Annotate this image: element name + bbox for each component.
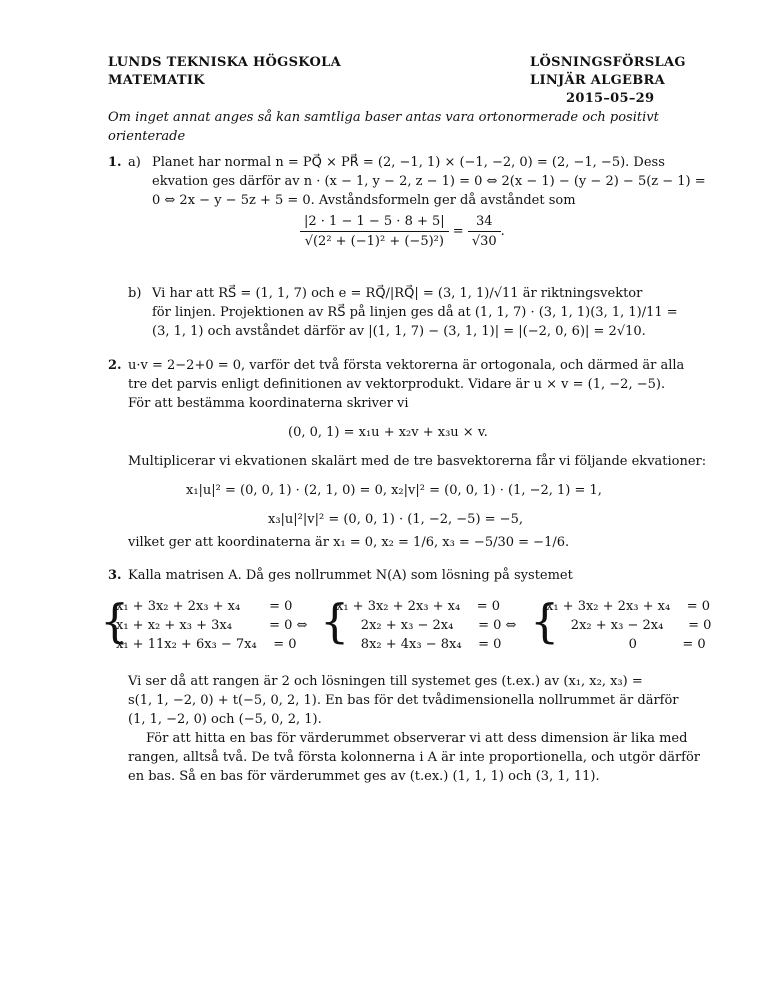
distance-numerator: |2 · 1 − 1 − 5 · 8 + 5|: [300, 212, 449, 232]
system1: [116, 597, 307, 654]
problem-3-line4: (1, 1, −2, 0) och (−5, 0, 2, 1).: [128, 712, 322, 727]
problem-2-line5: vilket ger att koordinaterna är x₁ = 0, x₂ = 1/6, x₃ = −5/30 = −1/6.: [128, 535, 570, 550]
problem-3-line6: rangen, alltså två. De två första kolonnerna i A är inte proportionella, och utgör därför: [128, 750, 701, 765]
problem-1a-line2: ekvation ges därför av n · (x − 1, y − 2, z − 1) = 0 ⇔ 2(x − 1) − (y − 2) − 5(z − 1) =: [152, 174, 706, 189]
system3-row3: 0 = 0: [546, 637, 706, 652]
problem-2-equation1: (0, 0, 1) = x₁u + x₂v + x₃u × v.: [288, 425, 488, 440]
result-numerator: 34: [468, 212, 501, 232]
distance-fraction: [300, 212, 449, 251]
equals-sign: =: [452, 224, 464, 239]
problem-1b-line2: för linjen. Projektionen av RS⃗ på linjen ges då at (1, 1, 7) · (3, 1, 1)(3, 1, 1)/11 =: [152, 305, 678, 320]
problem-1b-line1: Vi har att RS⃗ = (1, 1, 7) och e = RQ⃗/|RQ⃗| = (3, 1, 1)/√11 är riktningsvektor: [152, 286, 643, 301]
problem-2-line2: tre det parvis enligt definitionen av vektorprodukt. Vidare är u × v = (1, −2, −5).: [128, 377, 666, 392]
problem-2-number: 2.: [108, 358, 122, 373]
problem-1-number: 1.: [108, 155, 122, 170]
problem-2-line3: För att bestämma koordinaterna skriver vi: [128, 396, 409, 411]
system3-brace: {: [530, 594, 560, 648]
problem-1a-line1: Planet har normal n = PQ⃗ × PR⃗ = (2, −1, 1) × (−1, −2, 0) = (2, −1, −5). Dess: [152, 155, 665, 170]
distance-formula: [300, 212, 505, 251]
header-course: LINJÄR ALGEBRA: [530, 73, 665, 88]
problem-1a-label: a): [128, 155, 141, 170]
system1-row2: x₁ + x₂ + x₃ + 3x₄ = 0 ⇔: [116, 618, 308, 633]
system3-row1: x₁ + 3x₂ + 2x₃ + x₄ = 0: [546, 599, 711, 614]
problem-3-line3: s(1, 1, −2, 0) + t(−5, 0, 2, 1). En bas för det tvådimensionella nollrummet är därför: [128, 693, 679, 708]
system1-row1: x₁ + 3x₂ + 2x₃ + x₄ = 0: [116, 599, 293, 614]
system2-row3: 8x₂ + 4x₃ − 8x₄ = 0: [336, 637, 502, 652]
period: .: [500, 224, 505, 239]
problem-3-line2: Vi ser då att rangen är 2 och lösningen till systemet ges (t.ex.) av (x₁, x₂, x₃) =: [128, 674, 643, 689]
problem-2-equation2: x₁|u|² = (0, 0, 1) · (2, 1, 0) = 0, x₂|v|² = (0, 0, 1) · (1, −2, 1) = 1,: [186, 483, 602, 498]
problem-2-equation3: x₃|u|²|v|² = (0, 0, 1) · (1, −2, −5) = −5,: [268, 512, 523, 527]
system1-row3: x₁ + 11x₂ + 6x₃ − 7x₄ = 0: [116, 637, 297, 652]
system2-row1: x₁ + 3x₂ + 2x₃ + x₄ = 0: [336, 599, 501, 614]
system2-brace: {: [320, 594, 350, 648]
distance-denominator: √(2² + (−1)² + (−5)²): [304, 234, 444, 249]
system1-brace: {: [100, 594, 130, 648]
problem-3-line7: en bas. Så en bas för värderummet ges av (t.ex.) (1, 1, 1) och (3, 1, 11).: [128, 769, 600, 784]
problem-1b-label: b): [128, 286, 142, 301]
intro-note: Om inget annat anges så kan samtliga baser antas vara ortonormerade och positivt orienterade: [108, 110, 659, 144]
problem-2-line1: u·v = 2−2+0 = 0, varför det två första vektorerna är ortogonala, och därmed är alla: [128, 358, 685, 373]
problem-2-line4: Multiplicerar vi ekvationen skalärt med de tre basvektorerna får vi följande ekvationer:: [128, 454, 707, 469]
header-doc-type: LÖSNINGSFÖRSLAG: [530, 55, 686, 70]
header-date: 2015–05–29: [566, 91, 655, 106]
header-university: LUNDS TEKNISKA HÖGSKOLA: [108, 55, 341, 70]
system3: [546, 597, 711, 654]
problem-1b-line3: (3, 1, 1) och avståndet därför av |(1, 1, 7) − (3, 1, 1)| = |(−2, 0, 6)| = 2√10.: [152, 324, 646, 339]
problem-3-line1: Kalla matrisen A. Då ges nollrummet N(A) som lösning på systemet: [128, 568, 573, 583]
problem-1a-line3: 0 ⇔ 2x − y − 5z + 5 = 0. Avståndsformeln ger då avståndet som: [152, 193, 576, 208]
result-fraction: [468, 212, 501, 251]
problem-3-number: 3.: [108, 568, 122, 583]
system3-row2: 2x₂ + x₃ − 2x₄ = 0: [546, 618, 712, 633]
system2: [336, 597, 516, 654]
problem-3-line5: För att hitta en bas för värderummet observerar vi att dess dimension är lika med: [146, 731, 688, 746]
system2-row2: 2x₂ + x₃ − 2x₄ = 0 ⇔: [336, 618, 517, 633]
header-department: MATEMATIK: [108, 73, 205, 88]
result-denominator: √30: [471, 234, 497, 249]
